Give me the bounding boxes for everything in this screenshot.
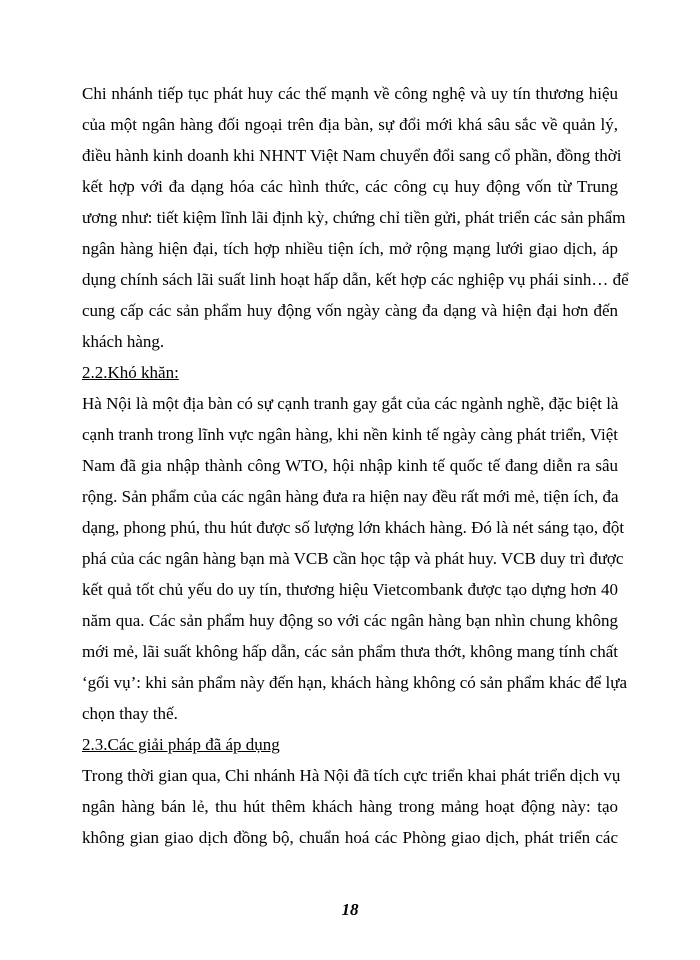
text-line: kết quả tốt chủ yếu do uy tín, thương hiệu Vietcombank được tạo dựng hơn 40: [82, 580, 618, 599]
text-line: rộng. Sản phẩm của các ngân hàng đưa ra hiện nay đều rất mới mẻ, tiện ích, đa: [82, 487, 619, 506]
text-line: phá của các ngân hàng bạn mà VCB cần học tập và phát huy. VCB duy trì được: [82, 549, 624, 568]
text-line: không gian giao dịch đồng bộ, chuẩn hoá các Phòng giao dịch, phát triển các: [82, 828, 618, 847]
text-line: điều hành kinh doanh khi NHNT Việt Nam chuyển đổi sang cổ phần, đồng thời: [82, 146, 622, 165]
text-line: của một ngân hàng đối ngoại trên địa bàn, sự đổi mới khá sâu sắc về quản lý,: [82, 115, 618, 134]
text-line: ngân hàng bán lẻ, thu hút thêm khách hàng trong mảng hoạt động này: tạo: [82, 797, 618, 816]
text-line: cạnh tranh trong lĩnh vực ngân hàng, khi nền kinh tế ngày càng phát triển, Việt: [82, 425, 618, 444]
paragraph-solutions: [82, 760, 621, 853]
text-line: cung cấp các sản phẩm huy động vốn ngày càng đa dạng và hiện đại hơn đến: [82, 301, 618, 320]
text-line: Hà Nội là một địa bàn có sự cạnh tranh gay gắt của các ngành nghề, đặc biệt là: [82, 394, 619, 413]
text-line: kết hợp với đa dạng hóa các hình thức, các công cụ huy động vốn từ Trung: [82, 177, 618, 196]
text-line: dụng chính sách lãi suất linh hoạt hấp dẫn, kết hợp các nghiệp vụ phái sinh… để: [82, 270, 629, 289]
text-line: Trong thời gian qua, Chi nhánh Hà Nội đã tích cực triển khai phát triển dịch vụ: [82, 766, 621, 785]
page-content: [82, 78, 629, 853]
section-heading-solutions: 2.3.Các giải pháp đã áp dụng: [82, 735, 280, 754]
text-line: khách hàng.: [82, 332, 165, 351]
text-line: Nam đã gia nhập thành công WTO, hội nhập kinh tế quốc tế đang diễn ra sâu: [82, 456, 618, 475]
text-line: ngân hàng hiện đại, tích hợp nhiều tiện ích, mở rộng mạng lưới giao dịch, áp: [82, 239, 618, 258]
text-line: ương như: tiết kiệm lĩnh lãi định kỳ, chứng chỉ tiền gửi, phát triển các sản phẩm: [82, 208, 626, 227]
text-line: mới mẻ, lãi suất không hấp dẫn, các sản phẩm thưa thớt, không mang tính chất: [82, 642, 618, 661]
text-line: năm qua. Các sản phẩm huy động so với các ngân hàng bạn nhìn chung không: [82, 611, 618, 630]
text-line: chọn thay thế.: [82, 704, 178, 723]
page-number: 18: [341, 900, 359, 919]
text-line: Chi nhánh tiếp tục phát huy các thế mạnh về công nghệ và uy tín thương hiệu: [82, 84, 618, 103]
paragraph-strengths: [82, 78, 629, 357]
section-heading-difficulties: 2.2.Khó khăn:: [82, 363, 179, 382]
paragraph-difficulties: [82, 388, 628, 729]
text-line: dạng, phong phú, thu hút được số lượng lớn khách hàng. Đó là nét sáng tạo, đột: [82, 518, 625, 537]
text-line: ‘gối vụ’: khi sản phẩm này đến hạn, khách hàng không có sản phẩm khác để lựa: [82, 673, 628, 692]
